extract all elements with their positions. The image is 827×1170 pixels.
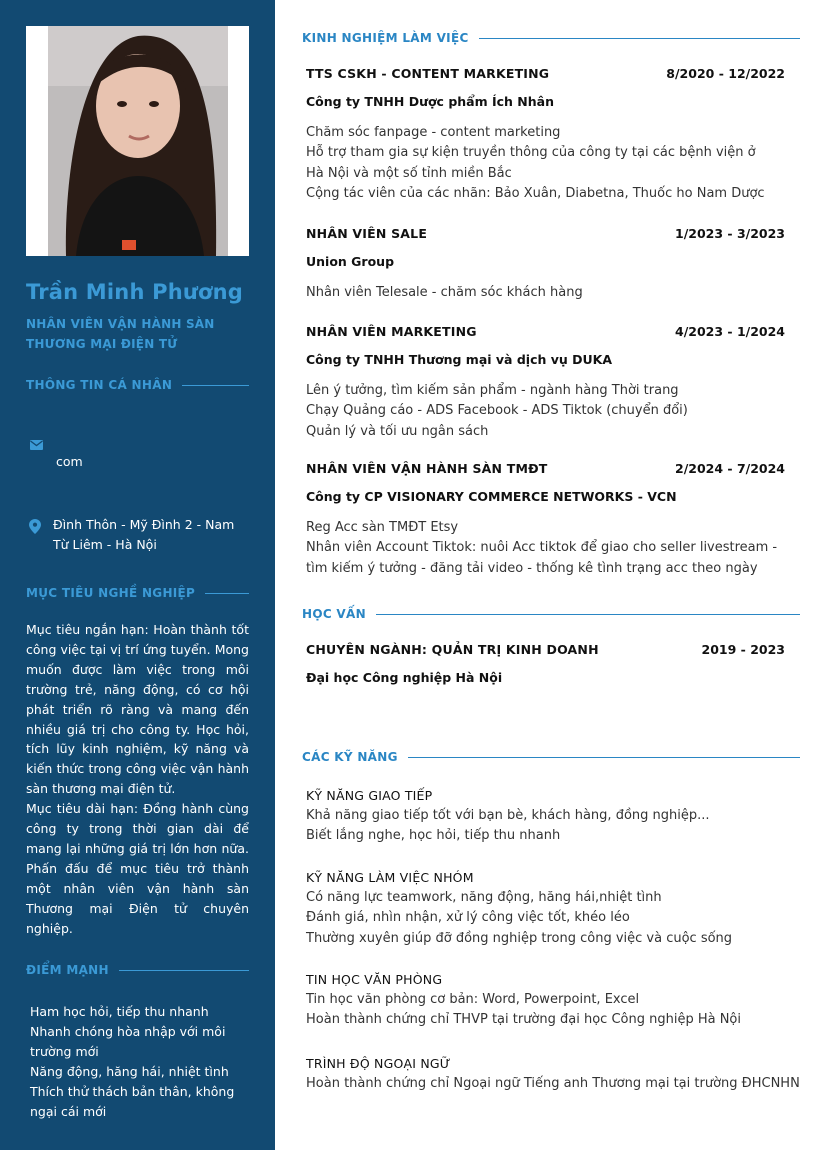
job-details bbox=[306, 518, 796, 579]
skills-heading bbox=[302, 749, 800, 765]
email-text[interactable]: com bbox=[56, 454, 83, 469]
job-detail-line: Chạy Quảng cáo - ADS Facebook - ADS Tiktok (chuyển đổi) bbox=[306, 403, 688, 419]
short-term-goal: Mục tiêu ngắn hạn: Hoàn thành tốt công việc tại vị trí ứng tuyển. Mong muốn được làm việc trong môi trường trẻ, năng động, có cơ hội phát triển rõ ràng và mang đến nhiều giá trị cho công ty. Học hỏi, tích lũy kinh nghiệm, kỹ năng và kiến thức trong công việc vận hành sàn thương mại điện tử. bbox=[26, 622, 249, 797]
divider bbox=[479, 38, 800, 39]
sidebar bbox=[0, 0, 275, 1150]
job-date: 8/2020 - 12/2022 bbox=[666, 65, 785, 81]
skill-item bbox=[306, 788, 801, 847]
experience-item bbox=[306, 459, 796, 579]
experience-heading-label: KINH NGHIỆM LÀM VIỆC bbox=[302, 31, 469, 45]
skill-details bbox=[306, 888, 801, 949]
strength-item: Thích thử thách bản thân, không ngại cái mới bbox=[30, 1084, 235, 1119]
skill-detail-line: Có năng lực teamwork, năng động, hăng hái,nhiệt tình bbox=[306, 890, 662, 905]
education-school: Đại học Công nghiệp Hà Nội bbox=[306, 670, 503, 685]
skills-heading-label: CÁC KỸ NĂNG bbox=[302, 750, 398, 764]
job-company: Công ty TNHH Dược phẩm Ích Nhân bbox=[306, 94, 554, 109]
envelope-icon bbox=[30, 440, 43, 450]
job-detail-line: Nhân viên Telesale - chăm sóc khách hàng bbox=[306, 285, 583, 300]
personal-info-heading-label: THÔNG TIN CÁ NHÂN bbox=[26, 378, 173, 392]
job-details bbox=[306, 123, 796, 204]
experience-item bbox=[306, 224, 796, 303]
skill-detail-line: Khả năng giao tiếp tốt với bạn bè, khách hàng, đồng nghiệp... bbox=[306, 808, 710, 823]
skill-details bbox=[306, 806, 801, 847]
strengths-list bbox=[30, 1002, 250, 1122]
strength-item: Ham học hỏi, tiếp thu nhanh bbox=[30, 1004, 209, 1019]
job-detail-line: Chăm sóc fanpage - content marketing bbox=[306, 125, 561, 140]
divider bbox=[182, 385, 249, 386]
map-pin-icon bbox=[29, 519, 41, 534]
skill-detail-line: Hoàn thành chứng chỉ THVP tại trường đại học Công nghiệp Hà Nội bbox=[306, 1012, 741, 1028]
job-detail-line: Lên ý tưởng, tìm kiếm sản phẩm - ngành hàng Thời trang bbox=[306, 383, 679, 398]
job-date: 1/2023 - 3/2023 bbox=[675, 225, 785, 241]
job-role: TTS CSKH - CONTENT MARKETING bbox=[306, 65, 550, 81]
strengths-heading-label: ĐIỂM MẠNH bbox=[26, 963, 109, 977]
education-date: 2019 - 2023 bbox=[701, 641, 785, 657]
skill-detail-line: Biết lắng nghe, học hỏi, tiếp thu nhanh bbox=[306, 828, 561, 844]
divider bbox=[376, 614, 800, 615]
job-date: 4/2023 - 1/2024 bbox=[675, 323, 785, 339]
education-heading bbox=[302, 606, 800, 622]
experience-item bbox=[306, 322, 796, 442]
strengths-heading bbox=[26, 962, 249, 978]
job-role: NHÂN VIÊN SALE bbox=[306, 225, 428, 241]
skill-details bbox=[306, 1074, 801, 1094]
skill-item bbox=[306, 870, 801, 949]
profile-photo-image bbox=[26, 26, 249, 256]
skill-name: TRÌNH ĐỘ NGOẠI NGỮ bbox=[306, 1056, 451, 1071]
candidate-name: Trần Minh Phương bbox=[26, 280, 244, 304]
skill-detail-line: Đánh giá, nhìn nhận, xử lý công việc tốt, khéo léo bbox=[306, 910, 630, 926]
job-detail-line: Nhân viên Account Tiktok: nuôi Acc tiktok để giao cho seller livestream - tìm kiếm ý tưởng - đăng tải video - thống kê tình trạng acc theo ngày bbox=[306, 540, 778, 576]
divider bbox=[408, 757, 800, 758]
skill-item bbox=[306, 1056, 801, 1094]
job-role: NHÂN VIÊN MARKETING bbox=[306, 323, 477, 339]
job-detail-line: Hỗ trợ tham gia sự kiện truyền thông của công ty tại các bệnh viện ở bbox=[306, 145, 756, 161]
skill-name: KỸ NĂNG LÀM VIỆC NHÓM bbox=[306, 870, 474, 885]
job-detail-line: Reg Acc sàn TMĐT Etsy bbox=[306, 520, 459, 535]
job-details bbox=[306, 283, 796, 303]
skill-detail-line: Tin học văn phòng cơ bản: Word, Powerpoint, Excel bbox=[306, 992, 640, 1007]
education-heading-label: HỌC VẤN bbox=[302, 607, 366, 621]
career-goal-text bbox=[26, 620, 249, 939]
skill-item bbox=[306, 972, 801, 1031]
job-detail-line: Quản lý và tối ưu ngân sách bbox=[306, 423, 489, 439]
career-goal-heading-label: MỤC TIÊU NGHỀ NGHIỆP bbox=[26, 586, 196, 600]
job-detail-line: Cộng tác viên của các nhãn: Bảo Xuân, Diabetna, Thuốc ho Nam Dược bbox=[306, 185, 765, 201]
experience-item bbox=[306, 64, 796, 204]
job-company: Union Group bbox=[306, 254, 395, 269]
profile-photo bbox=[26, 26, 249, 256]
long-term-goal: Mục tiêu dài hạn: Đồng hành cùng công ty trong thời gian dài để mang lại những giá trị lớn hơn nữa. Phấn đấu để mục tiêu trở thành một nhân viên vận hành sàn Thương mại Điện tử chuyên nghiệp. bbox=[26, 801, 249, 936]
job-company: Công ty CP VISIONARY COMMERCE NETWORKS - VCN bbox=[306, 489, 677, 504]
strength-item: Nhanh chóng hòa nhập với môi trường mới bbox=[30, 1024, 226, 1059]
job-company: Công ty TNHH Thương mại và dịch vụ DUKA bbox=[306, 352, 613, 367]
skill-detail-line: Hoàn thành chứng chỉ Ngoại ngữ Tiếng anh Thương mại tại trường ĐHCNHN bbox=[306, 1076, 800, 1091]
personal-info-heading bbox=[26, 377, 249, 393]
divider bbox=[119, 970, 249, 971]
skill-details bbox=[306, 990, 801, 1031]
job-detail-line: Hà Nội và một số tỉnh miền Bắc bbox=[306, 165, 512, 181]
education-major: CHUYÊN NGÀNH: QUẢN TRỊ KINH DOANH bbox=[306, 641, 599, 657]
candidate-job-title: NHÂN VIÊN VẬN HÀNH SÀN THƯƠNG MẠI ĐIỆN TỬ bbox=[26, 317, 215, 351]
skill-name: KỸ NĂNG GIAO TIẾP bbox=[306, 788, 433, 803]
job-details bbox=[306, 381, 796, 442]
strength-item: Năng động, hăng hái, nhiệt tình bbox=[30, 1064, 229, 1079]
career-goal-heading bbox=[26, 585, 249, 601]
skill-detail-line: Thường xuyên giúp đỡ đồng nghiệp trong công việc và cuộc sống bbox=[306, 930, 733, 946]
experience-heading bbox=[302, 30, 800, 46]
job-role: NHÂN VIÊN VẬN HÀNH SÀN TMĐT bbox=[306, 460, 548, 476]
job-date: 2/2024 - 7/2024 bbox=[675, 460, 785, 476]
divider bbox=[205, 593, 249, 594]
skill-name: TIN HỌC VĂN PHÒNG bbox=[306, 972, 443, 987]
address-text: Đình Thôn - Mỹ Đình 2 - Nam Từ Liêm - Hà Nội bbox=[53, 517, 235, 552]
education-item bbox=[306, 640, 796, 688]
